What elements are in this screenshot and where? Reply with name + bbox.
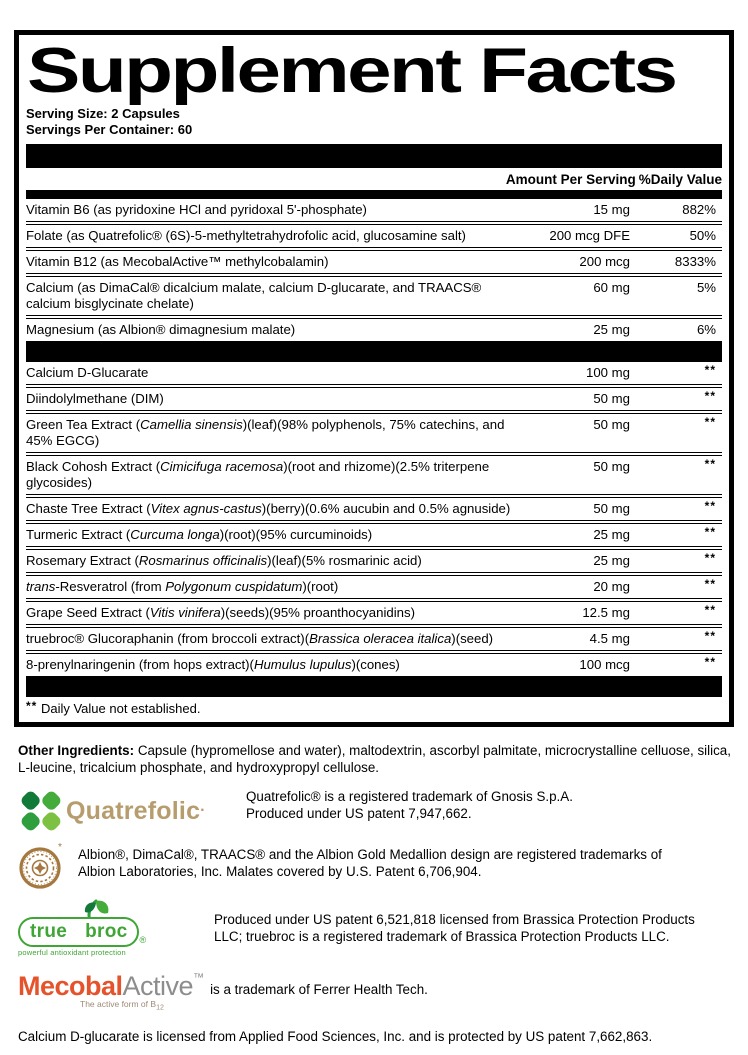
amount-per-serving-header: Amount Per Serving (505, 172, 636, 187)
ingredient-amount: 25 mg (593, 527, 630, 542)
ingredient-amount: 60 mg (593, 280, 630, 295)
ingredient-amount: 50 mg (593, 501, 630, 516)
supplement-facts-panel (14, 30, 734, 727)
albion-medallion-icon (18, 846, 62, 890)
separator-bar-thin (26, 190, 722, 199)
clover-icon (18, 788, 64, 834)
table-row (26, 199, 722, 221)
quatrefolic-trademark-row (18, 788, 732, 834)
ingredient-amount: 100 mg (586, 365, 630, 380)
ingredient-daily-value: ** (704, 457, 716, 471)
ingredient-name: Rosemary Extract (Rosmarinus officinalis)(leaf)(5% rosmarinic acid) (26, 553, 422, 568)
truebroc-note: Produced under US patent 6,521,818 licensed from Brassica Protection Products LLC; truebroc is a registered trademark of Brassica Protection Products LLC. (214, 912, 695, 944)
ingredient-name: trans-Resveratrol (from Polygonum cuspidatum)(root) (26, 579, 339, 594)
table-row (26, 273, 722, 315)
column-headers (26, 168, 722, 190)
ingredient-amount: 50 mg (593, 459, 630, 474)
ingredient-name: Turmeric Extract (Curcuma longa)(root)(95% curcuminoids) (26, 527, 373, 542)
ingredient-daily-value: ** (704, 389, 716, 403)
other-ingredients-text: Capsule (hypromellose and water), maltodextrin, ascorbyl palmitate, microcrystalline celluose, silica, L-leucine, tricalcium phosphate, and hydroxypropyl cellulose. (18, 743, 731, 775)
truebroc-registered-mark: ® (139, 935, 147, 945)
serving-size: Serving Size: 2 Capsules (26, 106, 180, 121)
separator-bar-bottom (26, 676, 722, 697)
ingredient-daily-value: ** (704, 551, 716, 565)
quatrefolic-note: Quatrefolic® is a registered trademark of Gnosis S.p.A. Produced under US patent 7,947,662. (246, 789, 573, 821)
ingredient-amount: 4.5 mg (589, 631, 630, 646)
quatrefolic-logotype: Quatrefolic (66, 796, 201, 825)
ingredient-amount: 12.5 mg (582, 605, 630, 620)
separator-bar-mid (26, 341, 722, 362)
albion-trademark-row (18, 842, 732, 895)
footnote-text: Daily Value not established. (40, 701, 201, 716)
quatrefolic-logo (18, 788, 246, 834)
ingredient-daily-value: 5% (696, 280, 716, 295)
ingredient-daily-value: 882% (682, 202, 716, 217)
mecobalactive-logo (18, 971, 204, 1016)
ingredient-amount: 200 mcg (579, 254, 630, 269)
truebroc-word-broc: broc (85, 921, 128, 942)
ingredient-daily-value: 50% (689, 228, 716, 243)
ingredient-name: Black Cohosh Extract (Cimicifuga racemosa)(root and rhizome)(2.5% triterpene glycosides) (26, 459, 490, 490)
truebroc-box (18, 917, 139, 947)
daily-value-footnote (26, 697, 722, 718)
mecobal-tm-mark: ™ (193, 972, 205, 984)
ingredient-name: Grape Seed Extract (Vitis vinifera)(seeds)(95% proanthocyanidins) (26, 605, 415, 620)
ingredient-name: 8-prenylnaringenin (from hops extract)(Humulus lupulus)(cones) (26, 657, 400, 672)
ingredient-daily-value: ** (704, 415, 716, 429)
other-ingredients (18, 742, 732, 776)
separator-bar-thick (26, 144, 722, 168)
ingredient-daily-value: ** (704, 577, 716, 591)
ingredient-amount: 15 mg (593, 202, 630, 217)
ingredient-daily-value: ** (704, 499, 716, 513)
table-row (26, 315, 722, 341)
mecobalactive-note: is a trademark of Ferrer Health Tech. (210, 982, 428, 997)
ingredient-daily-value: ** (704, 629, 716, 643)
truebroc-word-true: true (30, 921, 68, 942)
daily-value-header: %Daily Value (638, 172, 722, 187)
servings-per-container: Servings Per Container: 60 (26, 122, 193, 137)
mecobal-logotype-part2: Active (122, 971, 194, 1001)
panel-title: Supplement Facts (27, 36, 676, 106)
ingredient-amount: 50 mg (593, 417, 630, 432)
footnote-marker: ** (26, 699, 38, 713)
table-row (26, 650, 722, 676)
table-row (26, 520, 722, 546)
ingredient-name: Calcium (as DimaCal® dicalcium malate, calcium D-glucarate, and TRAACS® calcium bisglycinate chelate) (26, 280, 482, 311)
truebroc-tagline: powerful antioxidant protection (18, 948, 126, 957)
mecobal-tagline: The active form of $B_{12}$ (80, 999, 164, 1012)
table-row (26, 410, 722, 452)
ingredient-daily-value: ** (704, 363, 716, 377)
ingredient-name: Chaste Tree Extract (Vitex agnus-castus)(berry)(0.6% aucubin and 0.5% agnuside) (26, 501, 511, 516)
table-row (26, 624, 722, 650)
quatrefolic-logo-dot: · (200, 802, 206, 819)
label-notes-section (18, 742, 732, 1045)
table-row (26, 384, 722, 410)
ingredient-name: Magnesium (as Albion® dimagnesium malate) (26, 322, 296, 337)
vitamins-rows (26, 199, 722, 341)
ingredient-daily-value: ** (704, 525, 716, 539)
mecobalactive-trademark-row (18, 971, 732, 1016)
ingredient-amount: 25 mg (593, 322, 630, 337)
albion-logo (18, 842, 70, 895)
table-row (26, 572, 722, 598)
ingredient-name: Calcium D-Glucarate (26, 365, 149, 380)
ingredient-amount: 100 mcg (579, 657, 630, 672)
table-row (26, 546, 722, 572)
table-row (26, 494, 722, 520)
table-row (26, 221, 722, 247)
ingredient-name: Folate (as Quatrefolic® (6S)-5-methyltetrahydrofolic acid, glucosamine salt) (26, 228, 466, 243)
table-row (26, 452, 722, 494)
ingredient-name: Green Tea Extract (Camellia sinensis)(leaf)(98% polyphenols, 75% catechins, and 45% EGCG) (26, 417, 505, 448)
other-ingredients-label: Other Ingredients: (18, 743, 135, 758)
table-row (26, 247, 722, 273)
ingredient-amount: 200 mcg DFE (549, 228, 630, 243)
ingredient-daily-value: ** (704, 655, 716, 669)
ingredient-name: Diindolylmethane (DIM) (26, 391, 164, 406)
ingredient-daily-value: 6% (696, 322, 716, 337)
ingredient-amount: 50 mg (593, 391, 630, 406)
albion-medallion-star: * (58, 842, 62, 853)
ingredient-amount: 25 mg (593, 553, 630, 568)
calcium-licensing-note: Calcium D-glucarate is licensed from Applied Food Sciences, Inc. and is protected by US patent 7,662,863. (18, 1029, 653, 1044)
ingredient-daily-value: 8333% (674, 254, 716, 269)
ingredient-name: Vitamin B6 (as pyridoxine HCl and pyridoxal 5'-phosphate) (26, 202, 367, 217)
ingredient-amount: 20 mg (593, 579, 630, 594)
albion-note: Albion®, DimaCal®, TRAACS® and the Albion Gold Medallion design are registered trademarks of Albion Laboratories, Inc. Malates covered by U.S. Patent 6,706,904. (78, 847, 662, 879)
ingredient-daily-value: ** (704, 603, 716, 617)
table-row (26, 598, 722, 624)
truebroc-logo (18, 901, 214, 957)
ingredient-name: Vitamin B12 (as MecobalActive™ methylcobalamin) (26, 254, 329, 269)
botanicals-rows (26, 362, 722, 676)
truebroc-trademark-row (18, 901, 732, 957)
mecobal-logotype-part1: Mecobal (18, 971, 123, 1001)
table-row (26, 362, 722, 384)
ingredient-name: truebroc® Glucoraphanin (from broccoli extract)(Brassica oleracea italica)(seed) (26, 631, 494, 646)
